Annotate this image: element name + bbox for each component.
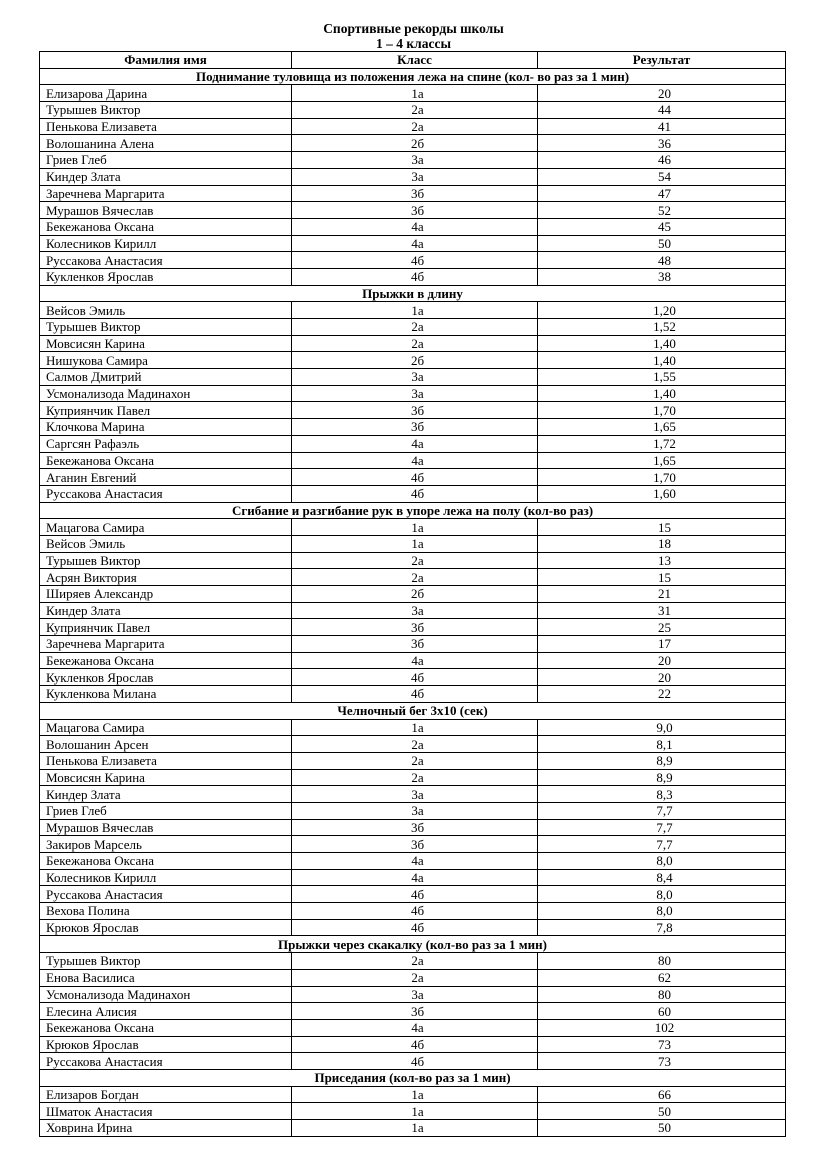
result-cell: 41 <box>538 118 786 135</box>
student-name-cell: Бекежанова Оксана <box>40 652 292 669</box>
student-name-cell: Руссакова Анастасия <box>40 252 292 269</box>
result-cell: 52 <box>538 202 786 219</box>
table-row <box>40 435 786 452</box>
result-cell: 66 <box>538 1086 786 1103</box>
student-name-cell: Мовсисян Карина <box>40 335 292 352</box>
class-cell: 4б <box>292 886 538 903</box>
student-name-cell: Аганин Евгений <box>40 469 292 486</box>
table-row <box>40 853 786 870</box>
table-row <box>40 1003 786 1020</box>
student-name-cell: Колесников Кирилл <box>40 235 292 252</box>
table-row <box>40 452 786 469</box>
student-name-cell: Мацагова Самира <box>40 519 292 536</box>
class-cell: 4а <box>292 869 538 886</box>
result-cell: 21 <box>538 586 786 603</box>
class-cell: 3б <box>292 185 538 202</box>
class-cell: 3а <box>292 369 538 386</box>
table-row <box>40 986 786 1003</box>
table-row <box>40 218 786 235</box>
class-cell: 2а <box>292 319 538 336</box>
class-cell: 3б <box>292 202 538 219</box>
table-row <box>40 686 786 703</box>
class-cell: 4б <box>292 268 538 285</box>
class-cell: 4а <box>292 652 538 669</box>
class-cell: 2б <box>292 135 538 152</box>
table-row <box>40 519 786 536</box>
table-row <box>40 719 786 736</box>
class-cell: 3б <box>292 836 538 853</box>
class-cell: 2а <box>292 769 538 786</box>
column-header-class: Класс <box>292 52 538 69</box>
result-cell: 80 <box>538 953 786 970</box>
result-cell: 8,1 <box>538 736 786 753</box>
result-cell: 20 <box>538 669 786 686</box>
table-row <box>40 385 786 402</box>
table-row <box>40 302 786 319</box>
result-cell: 50 <box>538 1103 786 1120</box>
document-title: Спортивные рекорды школы <box>323 21 504 36</box>
class-cell: 1а <box>292 1103 538 1120</box>
table-row <box>40 769 786 786</box>
section-title: Прыжки в длину <box>40 285 786 302</box>
table-row <box>40 619 786 636</box>
student-name-cell: Руссакова Анастасия <box>40 1053 292 1070</box>
result-cell: 25 <box>538 619 786 636</box>
result-cell: 17 <box>538 636 786 653</box>
result-cell: 47 <box>538 185 786 202</box>
table-row <box>40 252 786 269</box>
result-cell: 13 <box>538 552 786 569</box>
student-name-cell: Елизаров Богдан <box>40 1086 292 1103</box>
result-cell: 38 <box>538 268 786 285</box>
result-cell: 1,52 <box>538 319 786 336</box>
section-title: Прыжки через скакалку (кол-во раз за 1 мин) <box>40 936 786 953</box>
student-name-cell: Кукленков Ярослав <box>40 268 292 285</box>
class-cell: 3а <box>292 385 538 402</box>
result-cell: 9,0 <box>538 719 786 736</box>
student-name-cell: Елесина Алисия <box>40 1003 292 1020</box>
table-row <box>40 268 786 285</box>
result-cell: 80 <box>538 986 786 1003</box>
class-cell: 3а <box>292 602 538 619</box>
result-cell: 1,70 <box>538 402 786 419</box>
class-cell: 4б <box>292 919 538 936</box>
column-header-result: Результат <box>538 52 786 69</box>
class-cell: 4б <box>292 686 538 703</box>
class-cell: 3а <box>292 786 538 803</box>
class-cell: 2а <box>292 969 538 986</box>
result-cell: 46 <box>538 152 786 169</box>
student-name-cell: Киндер Злата <box>40 602 292 619</box>
table-row <box>40 636 786 653</box>
table-row <box>40 569 786 586</box>
table-row <box>40 836 786 853</box>
class-cell: 4а <box>292 218 538 235</box>
table-row <box>40 135 786 152</box>
class-cell: 4б <box>292 669 538 686</box>
table-row <box>40 535 786 552</box>
class-cell: 3б <box>292 402 538 419</box>
result-cell: 15 <box>538 569 786 586</box>
student-name-cell: Кукленкова Милана <box>40 686 292 703</box>
student-name-cell: Руссакова Анастасия <box>40 485 292 502</box>
table-row <box>40 152 786 169</box>
class-cell: 3б <box>292 419 538 436</box>
result-cell: 18 <box>538 535 786 552</box>
section-title: Сгибание и разгибание рук в упоре лежа на полу (кол-во раз) <box>40 502 786 519</box>
section-title: Приседания (кол-во раз за 1 мин) <box>40 1069 786 1086</box>
student-name-cell: Гриев Глеб <box>40 152 292 169</box>
student-name-cell: Вейсов Эмиль <box>40 302 292 319</box>
table-row <box>40 752 786 769</box>
result-cell: 15 <box>538 519 786 536</box>
table-row <box>40 602 786 619</box>
class-cell: 4а <box>292 235 538 252</box>
table-row <box>40 552 786 569</box>
result-cell: 22 <box>538 686 786 703</box>
section-header-row <box>40 502 786 519</box>
table-row <box>40 1103 786 1120</box>
student-name-cell: Саргсян Рафаэль <box>40 435 292 452</box>
result-cell: 8,0 <box>538 903 786 920</box>
table-row <box>40 185 786 202</box>
class-cell: 1а <box>292 1120 538 1137</box>
result-cell: 7,8 <box>538 919 786 936</box>
result-cell: 50 <box>538 235 786 252</box>
class-cell: 4а <box>292 452 538 469</box>
class-cell: 3б <box>292 619 538 636</box>
student-name-cell: Бекежанова Оксана <box>40 452 292 469</box>
class-cell: 2а <box>292 102 538 119</box>
table-row <box>40 485 786 502</box>
class-cell: 4б <box>292 485 538 502</box>
table-row <box>40 886 786 903</box>
result-cell: 54 <box>538 168 786 185</box>
class-cell: 4а <box>292 1019 538 1036</box>
table-row <box>40 1036 786 1053</box>
result-cell: 102 <box>538 1019 786 1036</box>
result-cell: 31 <box>538 602 786 619</box>
class-cell: 3б <box>292 1003 538 1020</box>
table-row <box>40 802 786 819</box>
class-cell: 4а <box>292 853 538 870</box>
student-name-cell: Салмов Дмитрий <box>40 369 292 386</box>
student-name-cell: Мурашов Вячеслав <box>40 819 292 836</box>
table-row <box>40 786 786 803</box>
class-cell: 2а <box>292 118 538 135</box>
student-name-cell: Ширяев Александр <box>40 586 292 603</box>
table-header-row <box>40 52 786 69</box>
result-cell: 1,55 <box>538 369 786 386</box>
student-name-cell: Руссакова Анастасия <box>40 886 292 903</box>
result-cell: 8,9 <box>538 752 786 769</box>
student-name-cell: Пенькова Елизавета <box>40 752 292 769</box>
result-cell: 8,3 <box>538 786 786 803</box>
student-name-cell: Турышев Виктор <box>40 552 292 569</box>
result-cell: 62 <box>538 969 786 986</box>
class-cell: 2а <box>292 736 538 753</box>
class-cell: 2а <box>292 335 538 352</box>
table-row <box>40 419 786 436</box>
class-cell: 4б <box>292 903 538 920</box>
table-row <box>40 903 786 920</box>
class-cell: 2а <box>292 569 538 586</box>
result-cell: 8,0 <box>538 853 786 870</box>
result-cell: 1,70 <box>538 469 786 486</box>
student-name-cell: Клочкова Марина <box>40 419 292 436</box>
table-row <box>40 335 786 352</box>
table-row <box>40 1120 786 1137</box>
student-name-cell: Кукленков Ярослав <box>40 669 292 686</box>
table-row <box>40 319 786 336</box>
result-cell: 60 <box>538 1003 786 1020</box>
student-name-cell: Киндер Злата <box>40 786 292 803</box>
section-header-row <box>40 936 786 953</box>
result-cell: 8,4 <box>538 869 786 886</box>
table-row <box>40 85 786 102</box>
result-cell: 1,40 <box>538 335 786 352</box>
table-row <box>40 102 786 119</box>
class-cell: 3б <box>292 819 538 836</box>
column-header-name: Фамилия имя <box>40 52 292 69</box>
table-row <box>40 953 786 970</box>
class-cell: 1а <box>292 302 538 319</box>
table-row <box>40 869 786 886</box>
result-cell: 73 <box>538 1053 786 1070</box>
class-cell: 3а <box>292 986 538 1003</box>
document-subtitle: 1 – 4 классы <box>375 36 451 51</box>
result-cell: 1,65 <box>538 452 786 469</box>
result-cell: 45 <box>538 218 786 235</box>
class-cell: 2а <box>292 552 538 569</box>
table-row <box>40 969 786 986</box>
student-name-cell: Вейсов Эмиль <box>40 535 292 552</box>
section-title: Челночный бег 3х10 (сек) <box>40 702 786 719</box>
result-cell: 7,7 <box>538 819 786 836</box>
class-cell: 2б <box>292 586 538 603</box>
table-row <box>40 469 786 486</box>
result-cell: 44 <box>538 102 786 119</box>
section-title: Поднимание туловища из положения лежа на спине (кол- во раз за 1 мин) <box>40 68 786 85</box>
student-name-cell: Турышев Виктор <box>40 319 292 336</box>
student-name-cell: Киндер Злата <box>40 168 292 185</box>
table-row <box>40 652 786 669</box>
table-row <box>40 919 786 936</box>
class-cell: 1а <box>292 85 538 102</box>
student-name-cell: Усмонализода Мадинахон <box>40 986 292 1003</box>
class-cell: 4б <box>292 1036 538 1053</box>
result-cell: 1,60 <box>538 485 786 502</box>
class-cell: 3а <box>292 802 538 819</box>
student-name-cell: Куприянчик Павел <box>40 402 292 419</box>
result-cell: 8,9 <box>538 769 786 786</box>
student-name-cell: Усмонализода Мадинахон <box>40 385 292 402</box>
table-row <box>40 1019 786 1036</box>
student-name-cell: Асрян Виктория <box>40 569 292 586</box>
student-name-cell: Енова Василиса <box>40 969 292 986</box>
student-name-cell: Пенькова Елизавета <box>40 118 292 135</box>
result-cell: 48 <box>538 252 786 269</box>
result-cell: 8,0 <box>538 886 786 903</box>
student-name-cell: Шматок Анастасия <box>40 1103 292 1120</box>
student-name-cell: Заречнева Маргарита <box>40 636 292 653</box>
section-header-row <box>40 702 786 719</box>
table-row <box>40 235 786 252</box>
result-cell: 20 <box>538 652 786 669</box>
class-cell: 4а <box>292 435 538 452</box>
student-name-cell: Вехова Полина <box>40 903 292 920</box>
result-cell: 1,20 <box>538 302 786 319</box>
student-name-cell: Куприянчик Павел <box>40 619 292 636</box>
student-name-cell: Ховрина Ирина <box>40 1120 292 1137</box>
student-name-cell: Крюков Ярослав <box>40 1036 292 1053</box>
student-name-cell: Колесников Кирилл <box>40 869 292 886</box>
class-cell: 2а <box>292 752 538 769</box>
result-cell: 1,40 <box>538 352 786 369</box>
records-body <box>40 68 786 1136</box>
student-name-cell: Турышев Виктор <box>40 102 292 119</box>
table-row <box>40 402 786 419</box>
table-row <box>40 118 786 135</box>
records-table <box>39 51 786 1137</box>
student-name-cell: Бекежанова Оксана <box>40 218 292 235</box>
result-cell: 20 <box>538 85 786 102</box>
class-cell: 2б <box>292 352 538 369</box>
student-name-cell: Бекежанова Оксана <box>40 853 292 870</box>
class-cell: 2а <box>292 953 538 970</box>
class-cell: 1а <box>292 1086 538 1103</box>
result-cell: 1,72 <box>538 435 786 452</box>
result-cell: 1,65 <box>538 419 786 436</box>
class-cell: 1а <box>292 519 538 536</box>
class-cell: 4б <box>292 252 538 269</box>
section-header-row <box>40 285 786 302</box>
student-name-cell: Бекежанова Оксана <box>40 1019 292 1036</box>
class-cell: 3а <box>292 168 538 185</box>
class-cell: 1а <box>292 719 538 736</box>
student-name-cell: Закиров Марсель <box>40 836 292 853</box>
table-row <box>40 819 786 836</box>
table-row <box>40 369 786 386</box>
student-name-cell: Мурашов Вячеслав <box>40 202 292 219</box>
student-name-cell: Крюков Ярослав <box>40 919 292 936</box>
table-row <box>40 168 786 185</box>
result-cell: 50 <box>538 1120 786 1137</box>
student-name-cell: Елизарова Дарина <box>40 85 292 102</box>
result-cell: 36 <box>538 135 786 152</box>
class-cell: 3а <box>292 152 538 169</box>
student-name-cell: Мацагова Самира <box>40 719 292 736</box>
section-header-row <box>40 1069 786 1086</box>
student-name-cell: Мовсисян Карина <box>40 769 292 786</box>
student-name-cell: Турышев Виктор <box>40 953 292 970</box>
result-cell: 73 <box>538 1036 786 1053</box>
table-row <box>40 736 786 753</box>
table-row <box>40 1086 786 1103</box>
student-name-cell: Заречнева Маргарита <box>40 185 292 202</box>
table-row <box>40 669 786 686</box>
class-cell: 1а <box>292 535 538 552</box>
student-name-cell: Гриев Глеб <box>40 802 292 819</box>
table-row <box>40 202 786 219</box>
table-row <box>40 352 786 369</box>
section-header-row <box>40 68 786 85</box>
table-row <box>40 586 786 603</box>
result-cell: 7,7 <box>538 836 786 853</box>
student-name-cell: Нишукова Самира <box>40 352 292 369</box>
class-cell: 4б <box>292 1053 538 1070</box>
result-cell: 1,40 <box>538 385 786 402</box>
class-cell: 3б <box>292 636 538 653</box>
student-name-cell: Волошанина Алена <box>40 135 292 152</box>
result-cell: 7,7 <box>538 802 786 819</box>
student-name-cell: Волошанин Арсен <box>40 736 292 753</box>
class-cell: 4б <box>292 469 538 486</box>
table-row <box>40 1053 786 1070</box>
